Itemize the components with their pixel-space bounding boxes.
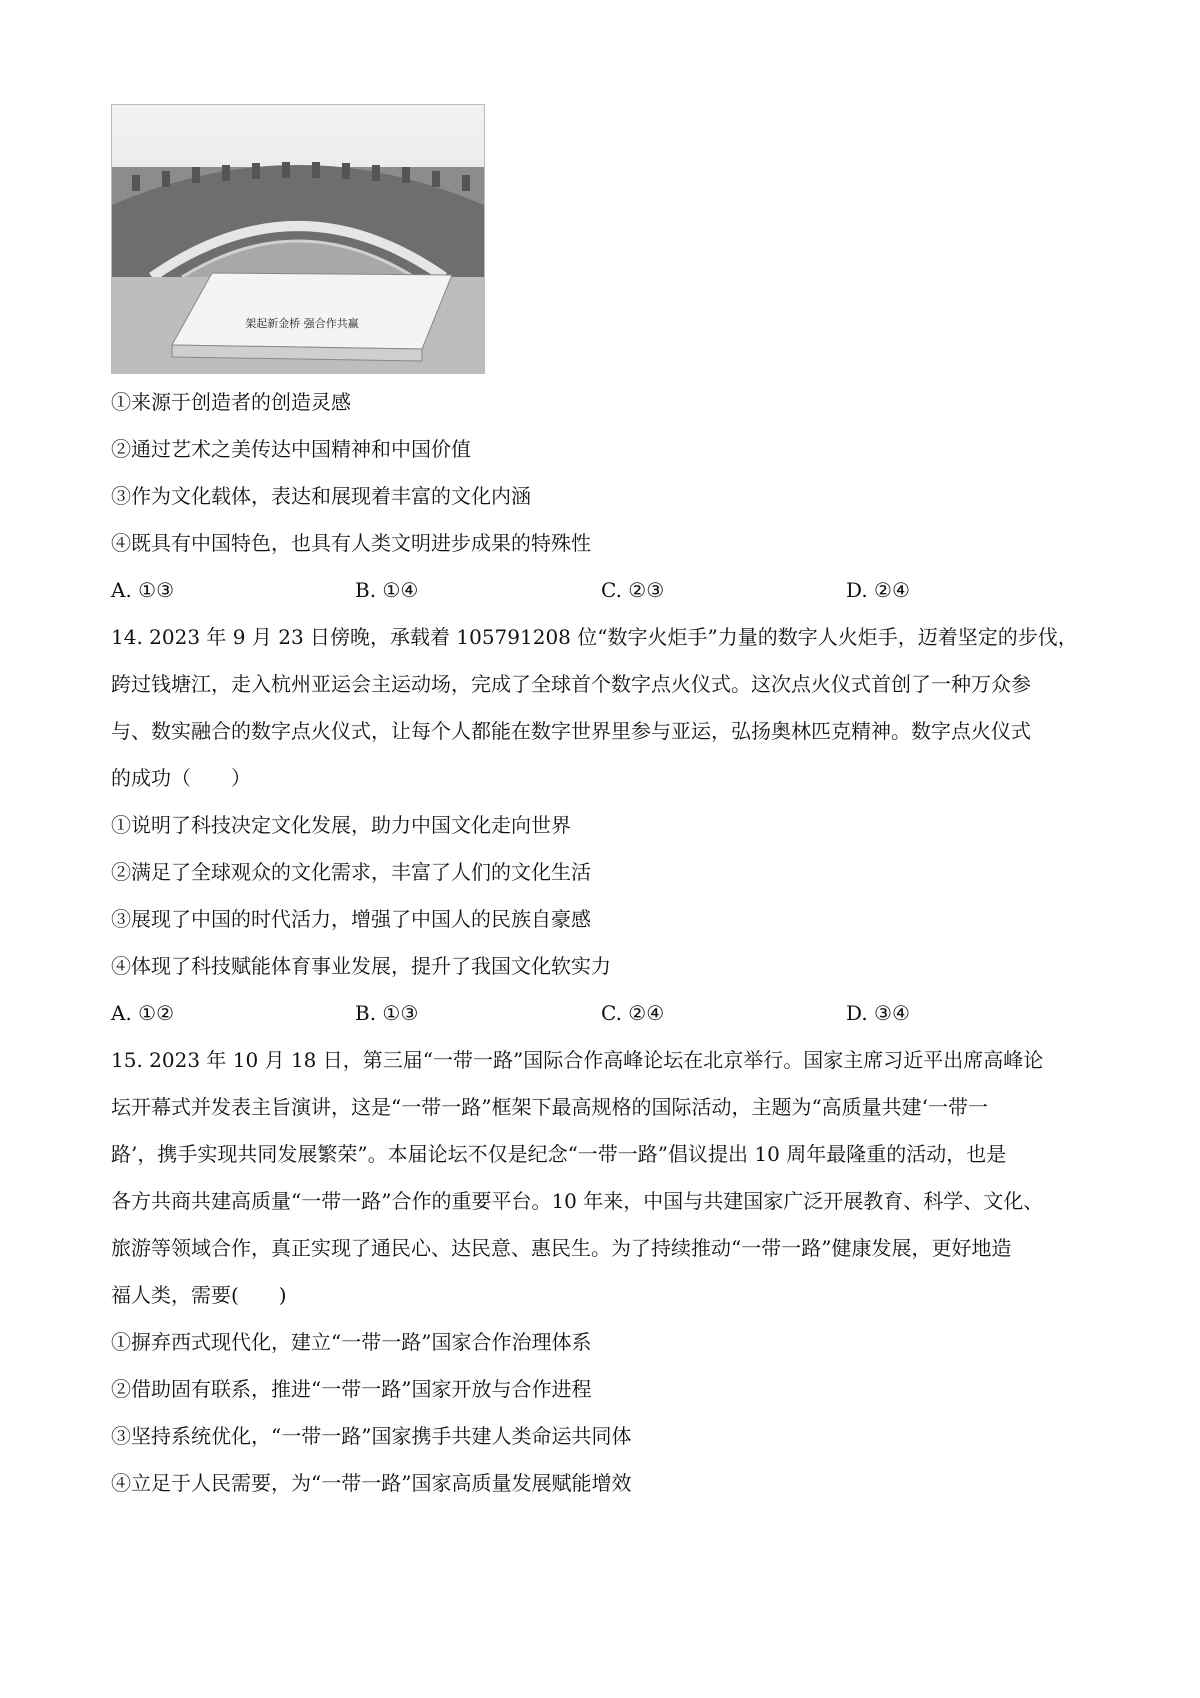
q15-statement-4: ④立足于人民需要，为“一带一路”国家高质量发展赋能增效 — [111, 1471, 632, 1495]
q13-statement-3: ③作为文化载体，表达和展现着丰富的文化内涵 — [111, 484, 531, 508]
bridge-photo — [111, 104, 485, 374]
q14-stem-line-3: 与、数实融合的数字点火仪式，让每个人都能在数字世界里参与亚运，弘扬奥林匹克精神。数字点火仪式 — [111, 719, 1031, 743]
q15-stem-line-1: 15. 2023 年 10 月 18 日，第三届“一带一路”国际合作高峰论坛在北京举行。国家主席习近平出席高峰论 — [111, 1048, 1044, 1072]
q15-stem-line-6: 福人类，需要( ) — [111, 1283, 287, 1307]
q14-statement-1: ①说明了科技决定文化发展，助力中国文化走向世界 — [111, 813, 571, 837]
q13-option-a: A. ①③ — [111, 578, 175, 602]
q13-option-d: D. ②④ — [846, 578, 910, 602]
q13-statement-1: ①来源于创造者的创造灵感 — [111, 390, 351, 414]
q14-statement-3: ③展现了中国的时代活力，增强了中国人的民族自豪感 — [111, 907, 591, 931]
bridge-photo-icon — [112, 105, 484, 373]
q15-statement-2: ②借助固有联系，推进“一带一路”国家开放与合作进程 — [111, 1377, 592, 1401]
q14-stem-line-2: 跨过钱塘江，走入杭州亚运会主运动场，完成了全球首个数字点火仪式。这次点火仪式首创了一种万众参 — [111, 672, 1031, 696]
q14-stem-line-1: 14. 2023 年 9 月 23 日傍晚，承载着 105791208 位“数字火炬手”力量的数字人火炬手，迈着坚定的步伐， — [111, 625, 1078, 649]
plaque-text: 架起新金桥 强合作共赢 — [245, 317, 359, 330]
q14-option-d: D. ③④ — [846, 1001, 910, 1025]
q15-statement-3: ③坚持系统优化，“一带一路”国家携手共建人类命运共同体 — [111, 1424, 632, 1448]
q15-stem-line-5: 旅游等领域合作，真正实现了通民心、达民意、惠民生。为了持续推动“一带一路”健康发展，更好地造 — [111, 1236, 1012, 1260]
q15-stem-line-3: 路’，携手实现共同发展繁荣”。本届论坛不仅是纪念“一带一路”倡议提出 10 周年最隆重的活动，也是 — [111, 1142, 1007, 1166]
q14-statement-4: ④体现了科技赋能体育事业发展，提升了我国文化软实力 — [111, 954, 611, 978]
q13-statement-2: ②通过艺术之美传达中国精神和中国价值 — [111, 437, 471, 461]
q14-option-a: A. ①② — [111, 1001, 175, 1025]
q13-statement-4: ④既具有中国特色，也具有人类文明进步成果的特殊性 — [111, 531, 591, 555]
q15-stem-line-4: 各方共商共建高质量“一带一路”合作的重要平台。10 年来，中国与共建国家广泛开展教育、科学、文化、 — [111, 1189, 1044, 1213]
q14-option-c: C. ②④ — [601, 1001, 665, 1025]
q14-statement-2: ②满足了全球观众的文化需求，丰富了人们的文化生活 — [111, 860, 591, 884]
q13-option-b: B. ①④ — [355, 578, 419, 602]
q14-option-b: B. ①③ — [355, 1001, 419, 1025]
q15-stem-line-2: 坛开幕式并发表主旨演讲，这是“一带一路”框架下最高规格的国际活动，主题为“高质量共建‘一带一 — [111, 1095, 989, 1119]
q15-statement-1: ①摒弃西式现代化，建立“一带一路”国家合作治理体系 — [111, 1330, 592, 1354]
q14-stem-line-4: 的成功（ ） — [111, 766, 251, 790]
q13-option-c: C. ②③ — [601, 578, 665, 602]
